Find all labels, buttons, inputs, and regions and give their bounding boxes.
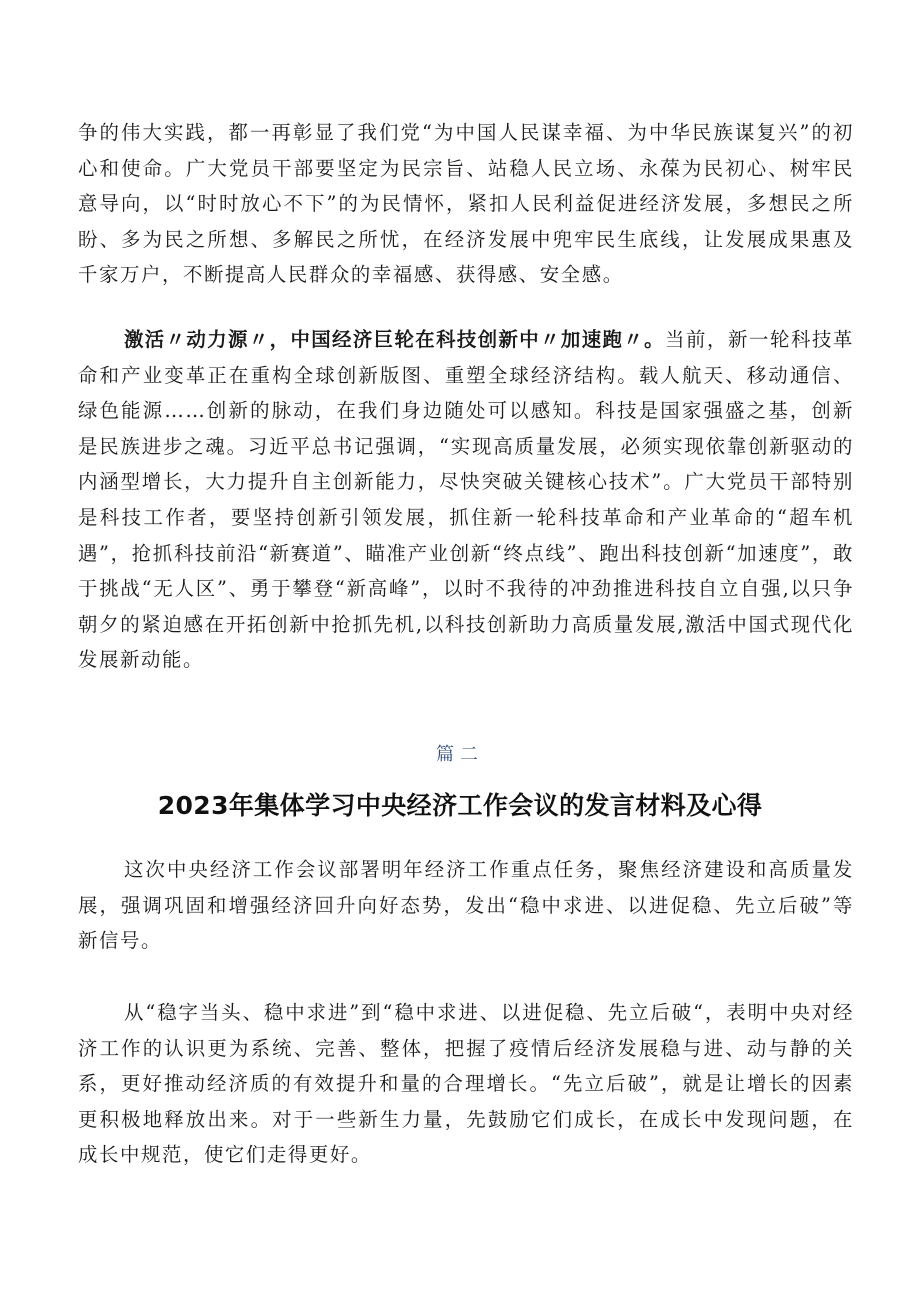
paragraph-people-centered xyxy=(78,115,854,293)
paragraph-text: 这次中央经济工作会议部署明年经济工作重点任务，聚焦经济建设和高质量发展，强调巩固和增强经济回升向好态势，发出“稳中求进、以进促稳、先立后破”等新信号。 xyxy=(78,858,854,953)
paragraph-innovation xyxy=(78,322,854,678)
paragraph-understanding xyxy=(78,995,854,1173)
paragraph-lead-sentence: 激活〃动力源〃，中国经济巨轮在科技创新中〃加速跑〃。 xyxy=(124,328,665,351)
paragraph-new-signals xyxy=(78,852,854,959)
paragraph-text: 从“稳字当头、稳中求进”到“稳中求进、以进促稳、先立后破“，表明中央对经济工作的认识更为系统、完善、整体，把握了疫情后经济发展稳与进、动与静的关系，更好推动经济质的有效提升和量的合理增长。“先立后破”，就是让增长的因素更积极地释放出来。对于一些新生力量，先鼓励它们成长，在成长中发现问题，在成长中规范，使它们走得更好。 xyxy=(78,1001,854,1167)
section-label: 篇二 xyxy=(436,744,484,765)
article-title: 2023年集体学习中央经济工作会议的发言材料及心得 xyxy=(157,791,763,820)
paragraph-text: 争的伟大实践，都一再彰显了我们党“为中国人民谋幸福、为中华民族谋复兴”的初心和使命。广大党员干部要坚定为民宗旨、站稳人民立场、永葆为民初心、树牢民意导向，以“时时放心不下”的为民情怀，紧扣人民利益促进经济发展，多想民之所盼、多为民之所想、多解民之所忧，在经济发展中兜牢民生底线，让发展成果惠及千家万户，不断提高人民群众的幸福感、获得感、安全感。 xyxy=(78,121,854,287)
paragraph-text: 当前，新一轮科技革命和产业变革正在重构全球创新版图、重塑全球经济结构。载人航天、移动通信、绿色能源……创新的脉动，在我们身边随处可以感知。科技是国家强盛之基，创新是民族进步之魂。习近平总书记强调，“实现高质量发展，必须实现依靠创新驱动的内涵型增长，大力提升自主创新能力，尽快突破关键核心技术”。广大党员干部特别是科技工作者，要坚持创新引领发展，抓住新一轮科技革命和产业革命的“超车机遇”，抢抓科技前沿“新赛道”、瞄准产业创新“终点线”、跑出科技创新“加速度”，敢于挑战“无人区”、勇于攀登“新高峰”，以时不我待的冲劲推进科技自立自强,以只争朝夕的紧迫感在开拓创新中抢抓先机,以科技创新助力高质量发展,激活中国式现代化发展新动能。 xyxy=(78,328,854,672)
